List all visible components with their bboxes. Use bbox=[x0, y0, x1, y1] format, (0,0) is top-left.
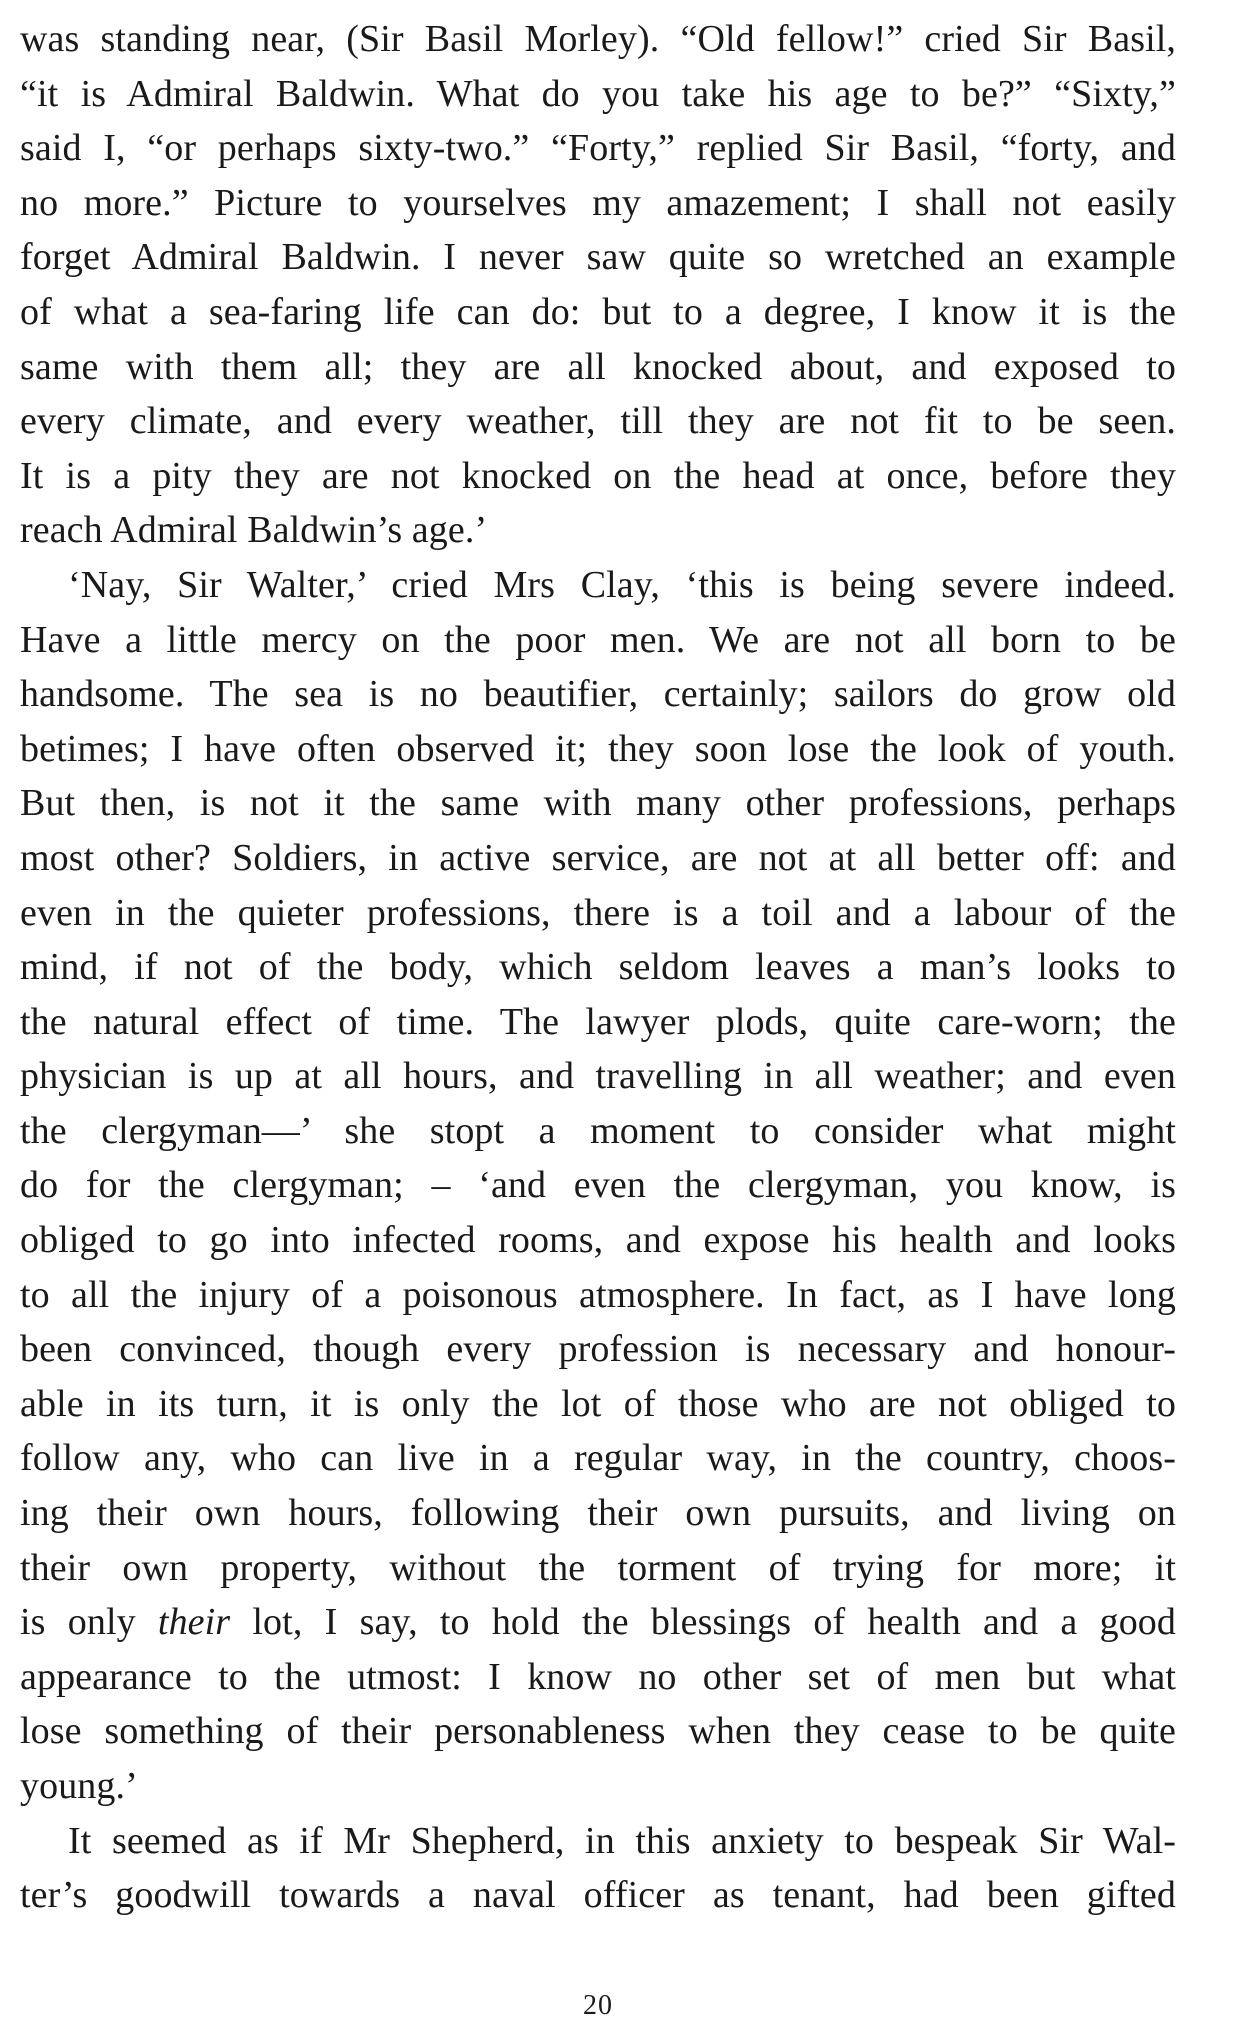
text-line: been convinced, though every profession is necessary and honour- bbox=[20, 1328, 1176, 1371]
text-line: reach Admiral Baldwin’s age.’ bbox=[20, 509, 488, 552]
text-line: same with them all; they are all knocked about, and exposed to bbox=[20, 345, 1176, 388]
paragraph-2 bbox=[20, 558, 1176, 1814]
text-line: handsome. The sea is no beautifier, certainly; sailors do grow old bbox=[20, 673, 1176, 716]
text-line: even in the quieter professions, there is a toil and a labour of the bbox=[20, 891, 1176, 934]
text-line: of what a sea-faring life can do: but to a degree, I know it is the bbox=[20, 290, 1176, 333]
text-line: It is a pity they are not knocked on the head at once, before they bbox=[20, 454, 1176, 497]
text-line: do for the clergyman; – ‘and even the clergyman, you know, is bbox=[20, 1164, 1176, 1207]
text-line: appearance to the utmost: I know no other set of men but what bbox=[20, 1655, 1176, 1698]
text-line: ing their own hours, following their own pursuits, and living on bbox=[20, 1492, 1176, 1535]
text-line: follow any, who can live in a regular way, in the country, choos- bbox=[20, 1437, 1176, 1480]
text-line: physician is up at all hours, and travelling in all weather; and even bbox=[20, 1055, 1176, 1098]
text-line: obliged to go into infected rooms, and expose his health and looks bbox=[20, 1219, 1176, 1262]
text-line: able in its turn, it is only the lot of those who are not obliged to bbox=[20, 1382, 1176, 1425]
emphasis: their bbox=[157, 1601, 231, 1644]
text-line: said I, “or perhaps sixty-two.” “Forty,” replied Sir Basil, “forty, and bbox=[20, 127, 1176, 170]
text-line: the clergyman—’ she stopt a moment to consider what might bbox=[20, 1109, 1176, 1152]
text-line: betimes; I have often observed it; they soon lose the look of youth. bbox=[20, 727, 1176, 770]
text-line: the natural effect of time. The lawyer plods, quite care-worn; the bbox=[20, 1000, 1176, 1043]
text-line: most other? Soldiers, in active service, are not at all better off: and bbox=[20, 836, 1176, 879]
book-page bbox=[20, 0, 1176, 2022]
text-line: no more.” Picture to yourselves my amazement; I shall not easily bbox=[20, 181, 1176, 224]
text-line: It seemed as if Mr Shepherd, in this anxiety to bespeak Sir Wal- bbox=[68, 1819, 1176, 1862]
body-text bbox=[20, 0, 1176, 1923]
page-number: 20 bbox=[583, 1990, 613, 2021]
text-line: ‘Nay, Sir Walter,’ cried Mrs Clay, ‘this is being severe indeed. bbox=[68, 563, 1176, 606]
text-line: lose something of their personableness when they cease to be quite bbox=[20, 1710, 1176, 1753]
text-line: Have a little mercy on the poor men. We are not all born to be bbox=[20, 618, 1176, 661]
text-line: But then, is not it the same with many other professions, perhaps bbox=[20, 782, 1176, 825]
text-line: mind, if not of the body, which seldom leaves a man’s looks to bbox=[20, 946, 1176, 989]
paragraph-1 bbox=[20, 12, 1176, 558]
text-line: was standing near, (Sir Basil Morley). “Old fellow!” cried Sir Basil, bbox=[20, 18, 1176, 60]
text-line: forget Admiral Baldwin. I never saw quite so wretched an example bbox=[20, 236, 1176, 279]
text-line: “it is Admiral Baldwin. What do you take his age to be?” “Sixty,” bbox=[20, 72, 1176, 115]
text-line: young.’ bbox=[20, 1765, 138, 1807]
text-line: every climate, and every weather, till they are not fit to be seen. bbox=[20, 400, 1176, 443]
paragraph-3 bbox=[20, 1814, 1176, 1923]
text-line: ter’s goodwill towards a naval officer as tenant, had been gifted bbox=[20, 1874, 1176, 1917]
text-line: is only their lot, I say, to hold the blessings of health and a good bbox=[20, 1601, 1176, 1644]
text-line: to all the injury of a poisonous atmosphere. In fact, as I have long bbox=[20, 1273, 1176, 1316]
text-line: their own property, without the torment of trying for more; it bbox=[20, 1546, 1176, 1589]
